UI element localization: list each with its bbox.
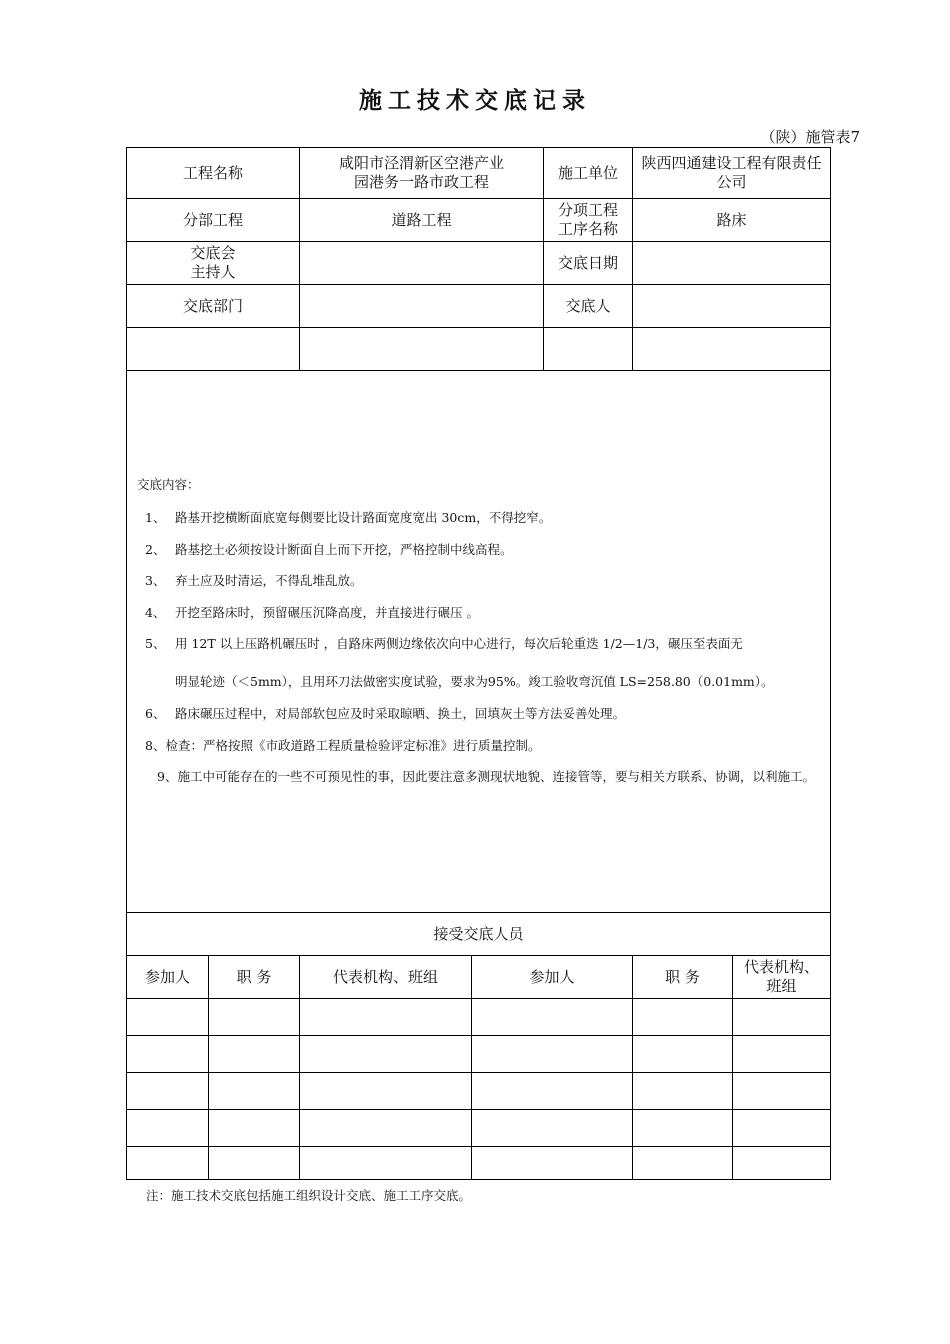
content-item [145,508,822,527]
host-label-line1: 交底会 [190,244,236,262]
subitem-label-line1: 分项工程 [558,201,619,219]
content-item [145,571,822,590]
col-org: 代表机构、班组 [300,956,472,999]
project-name-label: 工程名称 [127,148,300,199]
content-item [145,634,822,653]
content-item-9: 9、施工中可能存在的一些不可预见性的事，因此要注意多测现状地貌、连接管等，要与相关方联系、协调，以利施工。 [157,769,815,784]
item-number: 4、 [145,605,166,620]
item-text: 路床碾压过程中，对局部软包应及时采取晾晒、换土，回填灰土等方法妥善处理。 [175,706,626,721]
col-participant: 参加人 [472,956,633,999]
project-name-line1: 咸阳市泾渭新区空港产业 [339,154,505,172]
contractor-label: 施工单位 [544,148,633,199]
date-label: 交底日期 [544,242,633,285]
division-label: 分部工程 [127,199,300,242]
item-text: 弃土应及时清运，不得乱堆乱放。 [175,573,363,588]
receivers-title: 接受交底人员 [127,913,831,956]
content-item [145,704,822,723]
item-number: 5、 [145,636,166,651]
department-value [300,285,544,328]
record-table [126,147,831,1180]
subitem-label-line2: 工序名称 [558,220,619,238]
table-row [127,1147,831,1180]
form-code: （陕）施管表7 [760,128,860,146]
table-row [127,1110,831,1147]
table-row [127,999,831,1036]
subitem-value: 路床 [633,199,831,242]
col-org: 代表机构、班组 [733,956,831,999]
content-item-continuation [175,672,822,691]
col-position: 职 务 [209,956,300,999]
content-heading: 交底内容： [137,477,200,492]
item-text: 明显轮迹（＜5mm），且用环刀法做密实度试验，要求为95%。竣工验收弯沉值 LS=258.80（0.01mm）。 [175,674,774,689]
subitem-label [544,199,633,242]
item-text: 开挖至路床时，预留碾压沉降高度，并直接进行碾压 。 [175,605,479,620]
briefer-value [633,285,831,328]
item-number: 2、 [145,542,166,557]
item-number: 6、 [145,706,166,721]
item-number: 1、 [145,510,166,525]
host-label [127,242,300,285]
content-item [145,540,822,559]
footnote: 注：施工技术交底包括施工组织设计交底、施工工序交底。 [146,1188,472,1203]
item-text: 8、检查：严格按照《市政道路工程质量检验评定标准》进行质量控制。 [145,738,541,753]
host-label-line2: 主持人 [190,263,236,281]
item-text: 用 12T 以上压路机碾压时 ，自路床两侧边缘依次向中心进行，每次后轮重迭 1/2—1/3，碾压至表面无 [175,636,743,651]
blank-cell [300,328,544,371]
page-title: 施工技术交底记录 [359,88,591,114]
item-number: 3、 [145,573,166,588]
department-label: 交底部门 [127,285,300,328]
briefer-label: 交底人 [544,285,633,328]
table-row [127,1036,831,1073]
blank-cell [127,328,300,371]
item-text: 路基开挖横断面底宽每侧要比设计路面宽度宽出 30cm，不得挖窄。 [175,510,552,525]
host-value [300,242,544,285]
blank-cell [633,328,831,371]
content-item [145,603,822,622]
table-row [127,1073,831,1110]
content-item [145,736,822,755]
division-value: 道路工程 [300,199,544,242]
contractor-value: 陕西四通建设工程有限责任公司 [633,148,831,199]
col-position: 职 务 [633,956,733,999]
project-name-value [300,148,544,199]
date-value [633,242,831,285]
item-text: 路基挖土必须按设计断面自上而下开挖，严格控制中线高程。 [175,542,513,557]
project-name-line2: 园港务一路市政工程 [354,173,490,191]
blank-cell [544,328,633,371]
col-participant: 参加人 [127,956,209,999]
briefing-content [127,371,831,913]
